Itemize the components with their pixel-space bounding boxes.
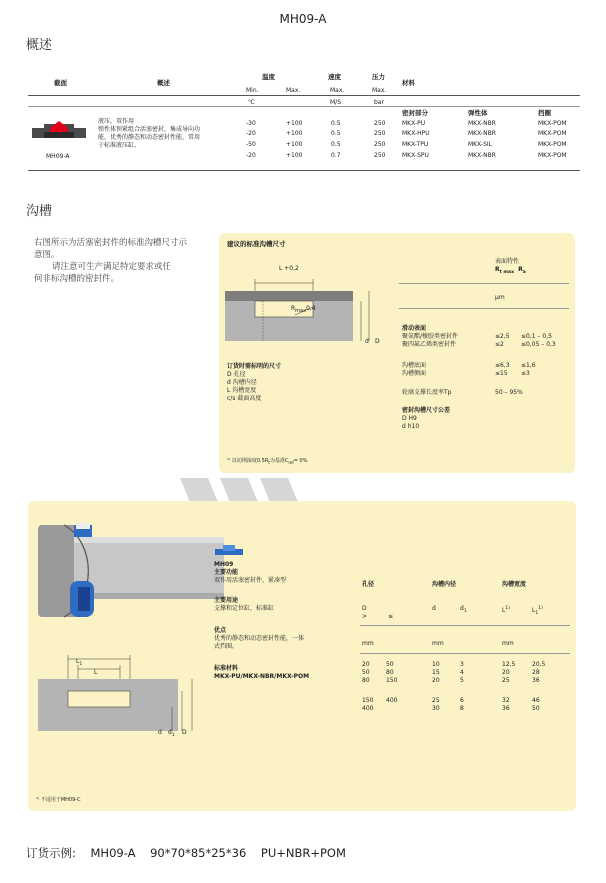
cell-pressure: 250 — [374, 152, 386, 159]
profile-label: MH09-A — [46, 153, 70, 160]
c-L-letter: L — [502, 607, 506, 614]
col-temp: 温度 — [262, 73, 275, 81]
order-item: d 沟槽内径 — [227, 379, 257, 386]
cell-max: +100 — [286, 120, 303, 127]
mat-h-elast: 弹性体 — [468, 109, 488, 117]
cell-speed: 0.5 — [331, 141, 341, 148]
cell-min: -20 — [246, 130, 256, 137]
mm-bore: mm — [362, 640, 374, 647]
product-footnote: ¹⁾ 不适用于MH09-C — [36, 797, 81, 803]
table-rule — [28, 95, 580, 96]
cell: 150 — [362, 697, 374, 704]
seal-profile-icon — [30, 120, 88, 142]
cell: 25 — [432, 697, 440, 704]
cell: 12,5 — [502, 661, 516, 668]
value: ≤6,3 — [495, 362, 510, 369]
cell: 36 — [502, 705, 510, 712]
cell-min: -30 — [246, 120, 256, 127]
c-D: D — [362, 605, 367, 612]
func-text: 双作用活塞密封件，紧凑型 — [214, 577, 287, 584]
cell-max: +100 — [286, 130, 303, 137]
dim-L2: L — [94, 669, 98, 676]
sub-speed-max: Max. — [330, 87, 345, 94]
cell-speed: 0.7 — [331, 152, 341, 159]
order-example — [26, 845, 346, 861]
order-item: L 沟槽宽度 — [227, 387, 257, 394]
rt: R — [495, 266, 500, 273]
cell-elast: MKX-SIL — [468, 141, 493, 148]
product-name: MH09 — [214, 561, 234, 568]
cell: 80 — [386, 669, 394, 676]
cell-ring: MKX-POM — [538, 152, 567, 159]
cell-ring: MKX-POM — [538, 130, 567, 137]
unit-pressure: bar — [374, 99, 384, 106]
cell: 20 — [362, 661, 370, 668]
slide-poly: 聚氨酯/橡胶类密封件 — [402, 333, 459, 340]
cell: 5 — [460, 677, 464, 684]
sub-max: Max. — [286, 87, 301, 94]
col-pressure: 压力 — [372, 73, 385, 81]
dim-d1 — [168, 729, 175, 739]
cell-elast: MKX-NBR — [468, 152, 496, 159]
groove-footnote: ¹⁾ 以切削深度$0.5R_t$为基准$C_{ref}= 0\%$ — [227, 458, 308, 465]
mat-text: MKX-PU/MKX-NBR/MKX-POM — [214, 673, 310, 680]
cell: 3 — [460, 661, 464, 668]
dim-d2: d — [158, 729, 162, 736]
value: ≤3 — [521, 370, 530, 377]
sub-pressure-max: Max. — [372, 87, 387, 94]
tp-value: 50 – 95% — [495, 389, 523, 396]
mat-title: 标准材料 — [214, 665, 239, 672]
cell-speed: 0.5 — [331, 130, 341, 137]
c-L1-sub: 1 — [535, 611, 539, 617]
cell: 46 — [532, 697, 540, 704]
side-label: 沟槽侧面 — [402, 370, 427, 377]
cell: 400 — [386, 697, 398, 704]
dim-L1 — [76, 658, 82, 668]
cell: 36 — [532, 677, 540, 684]
value: ≤2 — [495, 341, 504, 348]
c-d1 — [460, 605, 467, 615]
order-example-dims: 90*70*85*25*36 — [150, 846, 247, 860]
adv-text: 式挡圈。 — [214, 643, 239, 650]
app-title: 主要用途 — [214, 597, 239, 604]
slide-ptfe: 聚四氟乙烯类密封件 — [402, 341, 457, 348]
col-desc: 概述 — [157, 79, 170, 87]
cell-seal: MKX-SPU — [402, 152, 429, 159]
groove-intro — [34, 237, 187, 285]
ra-sub: a — [522, 270, 526, 276]
adv-text: 优秀的静态和动态密封性能，一体 — [214, 635, 305, 642]
dim-D: D — [375, 338, 380, 345]
sub-min: Min. — [246, 87, 259, 94]
overview-heading: 概述 — [26, 38, 53, 53]
col-speed: 速度 — [328, 73, 341, 81]
value: ≤0,05 – 0,3 — [521, 341, 556, 348]
order-item: D 孔径 — [227, 371, 246, 378]
cell-pressure: 250 — [374, 120, 386, 127]
fn-a: ¹⁾ 以切削深度0.5R — [227, 458, 269, 464]
order-example-material: PU+NBR+POM — [260, 846, 346, 860]
cell-max: +100 — [286, 152, 303, 159]
cell: 50 — [532, 705, 540, 712]
cell: 15 — [432, 669, 440, 676]
unit-temp: ℃ — [248, 99, 255, 106]
cell-seal: MKX-PU — [402, 120, 426, 127]
bottom-label: 沟槽底面 — [402, 362, 427, 369]
dim-rval: 0,4 — [306, 305, 316, 312]
rule — [399, 283, 569, 284]
c-le: ≤ — [388, 613, 394, 620]
fn-c: ref — [288, 460, 294, 465]
c-L1 — [532, 605, 543, 617]
col-material: 材料 — [402, 79, 415, 87]
tp-label: 轮廓支撑长度率Tp — [402, 389, 452, 396]
cell: 150 — [386, 677, 398, 684]
dim-rsub: max — [295, 308, 307, 315]
page-title: MH09-A — [279, 12, 327, 26]
rule — [360, 653, 570, 654]
value: ≤1,6 — [521, 362, 536, 369]
cell: 10 — [432, 661, 440, 668]
groove-heading: 沟槽 — [26, 204, 53, 219]
roughness-headers — [495, 266, 526, 276]
order-title: 订货时需标明的尺寸 — [227, 363, 282, 370]
cell-speed: 0.5 — [331, 120, 341, 127]
dim-L1-letter: L — [76, 658, 80, 665]
app-text: 支撑和定位缸，标准缸 — [214, 605, 275, 612]
dim-d1-sub: 1 — [171, 733, 175, 739]
dim-rmax — [291, 305, 316, 315]
slide-title: 滑动表面 — [402, 325, 427, 332]
order-item: c/s 截面高度 — [227, 395, 262, 402]
dim-d: d — [365, 338, 369, 345]
cell-ring: MKX-POM — [538, 141, 567, 148]
ra: R — [518, 266, 523, 273]
c-L — [502, 605, 510, 614]
mm-width: mm — [502, 640, 514, 647]
desc-line-3: 能，优秀的静态和动态密封性能，常用 — [98, 134, 201, 141]
cell-min: -50 — [246, 141, 256, 148]
c-d: d — [432, 605, 436, 612]
mh09-profile-icon — [214, 545, 244, 557]
mat-h-seal: 密封部分 — [402, 109, 428, 117]
cell: 20,5 — [532, 661, 546, 668]
value: ≤0,1 – 0,5 — [521, 333, 552, 340]
cell-ring: MKX-POM — [538, 120, 567, 127]
adv-title: 优点 — [214, 627, 227, 634]
intro-line: 意图。 — [34, 250, 60, 260]
cell: 20 — [502, 669, 510, 676]
cell: 28 — [532, 669, 540, 676]
func-title: 主要功能 — [214, 569, 239, 576]
dim-L1-sub: 1 — [79, 662, 83, 668]
intro-line: 何非标沟槽的密封件。 — [34, 274, 120, 284]
col-section: 截面 — [54, 79, 67, 87]
cell: 50 — [386, 661, 394, 668]
cell: 80 — [362, 677, 370, 684]
mm-inner: mm — [432, 640, 444, 647]
rule — [360, 625, 570, 626]
table-rule-2 — [28, 106, 580, 107]
rule — [399, 308, 569, 309]
unit-um: µm — [495, 294, 505, 301]
cell: 20 — [432, 677, 440, 684]
fn-b: 为基准C — [269, 458, 289, 464]
intro-line: 请注意可生产满足特定要求或任 — [52, 262, 172, 272]
cell-min: -20 — [246, 152, 256, 159]
surface-title: 表面特性 — [495, 258, 520, 265]
dim-L: L +0,2 — [279, 265, 299, 272]
cell: 400 — [362, 705, 374, 712]
cell: 30 — [432, 705, 440, 712]
dim-d1-letter: d — [168, 729, 172, 736]
h-width: 沟槽宽度 — [502, 581, 527, 588]
intro-line: 右图所示为活塞密封件的标准沟槽尺寸示 — [34, 238, 188, 248]
unit-speed: M/S — [330, 99, 342, 106]
cell-elast: MKX-NBR — [468, 120, 496, 127]
value: ≤15 — [495, 370, 508, 377]
value: ≤2,5 — [495, 333, 510, 340]
dim-r: R — [291, 305, 296, 312]
c-d1-letter: d — [460, 605, 464, 612]
cell: 4 — [460, 669, 464, 676]
cell: 25 — [502, 677, 510, 684]
c-L1-letter: L — [532, 607, 536, 614]
c-gt: > — [362, 613, 368, 620]
cell: 6 — [460, 697, 464, 704]
cell-max: +100 — [286, 141, 303, 148]
rt-sub: t max — [499, 270, 514, 276]
c-d1-sub: 1 — [463, 609, 467, 615]
h-bore: 孔径 — [362, 581, 375, 588]
groove-drawing-2 — [34, 649, 204, 739]
cell: 32 — [502, 697, 510, 704]
cell-elast: MKX-NBR — [468, 130, 496, 137]
dim-D2: D — [182, 729, 187, 736]
desc-line-1: 液压，双作用 — [98, 118, 135, 125]
fit-title: 密封沟槽尺寸公差 — [402, 407, 451, 414]
order-example-label: 订货示例: — [26, 846, 76, 860]
order-example-code: MH09-A — [90, 846, 136, 860]
fit-d: d h10 — [402, 423, 420, 430]
cell: 8 — [460, 705, 464, 712]
fit-D: D H9 — [402, 415, 417, 422]
h-inner: 沟槽内径 — [432, 581, 457, 588]
cell-seal: MKX-TPU — [402, 141, 429, 148]
cell: 50 — [362, 669, 370, 676]
table-bottom-rule — [28, 170, 580, 171]
seal-assembly-drawing — [34, 515, 224, 625]
desc-line-4: 于标准液压缸。 — [98, 142, 141, 149]
groove-panel — [219, 233, 575, 473]
product-panel — [28, 501, 576, 811]
cell-pressure: 250 — [374, 141, 386, 148]
cell-pressure: 250 — [374, 130, 386, 137]
mat-h-ring: 挡圈 — [538, 109, 551, 117]
c-L-sup: 1) — [505, 606, 510, 611]
cell-seal: MKX-HPU — [402, 130, 430, 137]
fn-d: = 0% — [293, 458, 308, 464]
desc-line-2: 弹性体预紧组合活塞密封，集成导向功 — [98, 126, 201, 133]
c-L1-sup: 1) — [538, 606, 543, 611]
groove-panel-title: 建议的标准沟槽尺寸 — [227, 240, 286, 248]
